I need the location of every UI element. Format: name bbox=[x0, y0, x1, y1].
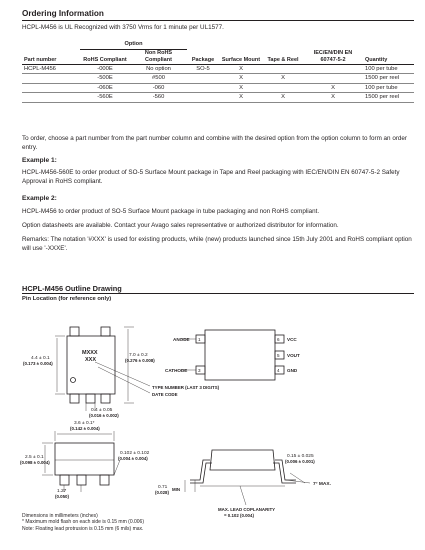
dim-body-w-in: (0.276 ± 0.008) bbox=[125, 358, 155, 363]
cell: -060 bbox=[130, 83, 187, 93]
cell bbox=[22, 74, 80, 84]
pin-diagram-body bbox=[205, 330, 275, 380]
cell: -560E bbox=[80, 93, 130, 103]
example1-title: Example 1: bbox=[22, 157, 57, 164]
cell bbox=[187, 83, 219, 93]
datasheets-note: Option datasheets are available. Contact your Avago sales representative or authorized distributor for information. bbox=[22, 222, 339, 229]
cell bbox=[22, 93, 80, 103]
max-angle: 7° MAX. bbox=[313, 482, 331, 487]
cell: HCPL-M456 bbox=[22, 64, 80, 74]
cell bbox=[303, 64, 363, 74]
section-heading-ordering: Ordering Information bbox=[22, 9, 104, 18]
remarks: Remarks: The notation '#XXX' is used for existing products, while (new) products launched since 15th July 2001 and RoHS compliant option will use '-XXXE'. bbox=[22, 236, 412, 252]
dim-standoff: 0.102 ± 0.102 bbox=[120, 451, 150, 456]
table-row bbox=[22, 74, 414, 84]
note-line: Dimensions in millimeters (inches) bbox=[22, 513, 98, 519]
ul-note: HCPL-M456 is UL Recognized with 3750 Vrms for 1 minute per UL1577. bbox=[22, 24, 224, 31]
marking-line1: MXXX bbox=[82, 350, 98, 356]
cell: -560 bbox=[130, 93, 187, 103]
drawing-notes bbox=[22, 513, 144, 532]
cell: X bbox=[303, 93, 363, 103]
cell bbox=[263, 64, 303, 74]
pin-location-title: Pin Location (for reference only) bbox=[22, 296, 112, 302]
cell bbox=[187, 74, 219, 84]
heading-rule bbox=[22, 20, 414, 21]
dim-body-w: 7.0 ± 0.2 bbox=[129, 353, 148, 358]
type-number-label: TYPE NUMBER (LAST 3 DIGITS) bbox=[152, 385, 220, 390]
col-tape-reel: Tape & Reel bbox=[263, 50, 303, 65]
cell: X bbox=[219, 74, 263, 84]
end-view-body bbox=[55, 443, 114, 475]
vcc-label: VCC bbox=[287, 337, 297, 342]
dim-standoff-in: (0.004 ± 0.004) bbox=[118, 456, 148, 461]
lead-top-1 bbox=[70, 327, 79, 336]
col-rohs: RoHS Compliant bbox=[80, 50, 130, 65]
end-view bbox=[42, 431, 120, 492]
cell: -500E bbox=[80, 74, 130, 84]
lead-bottom-2 bbox=[86, 394, 95, 403]
table-row bbox=[22, 64, 414, 74]
dim-min-in: (0.028) bbox=[155, 490, 169, 495]
col-surface-mount: Surface Mount bbox=[219, 50, 263, 65]
cell: X bbox=[263, 74, 303, 84]
dim-body-h: 4.4 ± 0.1 bbox=[31, 356, 50, 361]
cell bbox=[303, 74, 363, 84]
pin1-number: 1 bbox=[198, 337, 201, 342]
cell: No option bbox=[130, 64, 187, 74]
dim-side-h: 2.5 ± 0.1 bbox=[25, 455, 44, 460]
top-view-body bbox=[67, 336, 115, 394]
anode-label: ANODE bbox=[173, 337, 190, 342]
date-code-label: DATE CODE bbox=[152, 392, 178, 397]
cell: 1500 per reel bbox=[363, 74, 414, 84]
example2-text: HCPL-M456 to order product of SO-5 Surface Mount package in tube packaging and non RoHS compliant. bbox=[22, 208, 320, 215]
dim-pitch-in: (0.050) bbox=[55, 494, 69, 499]
cell: -060E bbox=[80, 83, 130, 93]
side-view-body bbox=[210, 450, 275, 470]
cell: -000E bbox=[80, 64, 130, 74]
cell: X bbox=[219, 93, 263, 103]
min-label: MIN bbox=[172, 487, 181, 492]
marking-line2: XXX bbox=[85, 357, 97, 363]
cell: X bbox=[219, 64, 263, 74]
col-non-rohs: Non RoHS Compliant bbox=[130, 50, 187, 65]
dim-lead: 0.4 ± 0.05 bbox=[91, 408, 113, 413]
vout-label: VOUT bbox=[287, 353, 300, 358]
dim-top-w: 3.6 ± 0.1* bbox=[74, 421, 95, 426]
cell: X bbox=[303, 83, 363, 93]
cell: 1500 per reel bbox=[363, 93, 414, 103]
outline-heading: HCPL-M456 Outline Drawing bbox=[22, 284, 122, 293]
option-header: Option bbox=[80, 41, 187, 50]
dim-pitch: 1.27 bbox=[57, 489, 67, 494]
dim-lead-thickness: 0.15 ± 0.025 bbox=[287, 454, 314, 459]
note-line: * Maximum mold flash on each side is 0.15 mm (0.006) bbox=[22, 519, 144, 526]
pin5-number: 5 bbox=[277, 353, 280, 358]
col-quantity: Quantity bbox=[363, 50, 414, 65]
lead-bottom-3 bbox=[101, 394, 110, 403]
pin3-number: 3 bbox=[198, 368, 201, 373]
lead-top-2 bbox=[101, 327, 110, 336]
outline-drawing bbox=[0, 300, 425, 520]
table-row bbox=[22, 83, 414, 93]
outline-rule bbox=[22, 293, 414, 294]
cell: 100 per tube bbox=[363, 83, 414, 93]
dim-min: 0.71 bbox=[158, 485, 168, 490]
dim-lead-in: (0.016 ± 0.002) bbox=[89, 413, 119, 418]
table-row bbox=[22, 93, 414, 103]
cathode-label: CATHODE bbox=[165, 368, 188, 373]
example2-title: Example 2: bbox=[22, 195, 57, 202]
ordering-table bbox=[22, 41, 414, 103]
lead-bottom-1 bbox=[70, 394, 79, 403]
cell: X bbox=[263, 93, 303, 103]
col-package: Package bbox=[187, 50, 219, 65]
coplanarity-line1: MAX. LEAD COPLANARITY bbox=[218, 507, 276, 512]
instructions: To order, choose a part number from the part number column and combine with the desired option from the option column to form an order entry. bbox=[22, 135, 408, 151]
cell: X bbox=[219, 83, 263, 93]
note-line: Note: Floating lead protrusion is 0.15 mm (6 mils) max. bbox=[22, 525, 144, 532]
cell bbox=[22, 83, 80, 93]
top-view bbox=[55, 327, 150, 411]
col-part-number: Part number bbox=[22, 50, 80, 65]
pin4-number: 4 bbox=[277, 368, 280, 373]
cell: #500 bbox=[130, 74, 187, 84]
dim-body-h-in: (0.173 ± 0.004) bbox=[23, 361, 53, 366]
dim-side-h-in: (0.098 ± 0.004) bbox=[20, 460, 50, 465]
cell: SO-5 bbox=[187, 64, 219, 74]
col-iec: IEC/EN/DIN EN 60747-5-2 bbox=[303, 50, 363, 65]
example1-text: HCPL-M456-560E to order product of SO-5 Surface Mount package in Tape and Reel packaging with IEC/EN/DIN EN 60747-5-2 Safety Approval in RoHS compliant. bbox=[22, 169, 400, 185]
dim-lead-thickness-in: (0.006 ± 0.001) bbox=[285, 459, 315, 464]
dim-top-w-in: (0.142 ± 0.004) bbox=[70, 426, 100, 431]
cell: 100 per tube bbox=[363, 64, 414, 74]
gnd-label: GND bbox=[287, 368, 298, 373]
cell bbox=[263, 83, 303, 93]
cell bbox=[187, 93, 219, 103]
coplanarity-line2: = 0.102 (0.004) bbox=[224, 513, 254, 518]
pin-diagram bbox=[181, 330, 284, 380]
pin6-number: 6 bbox=[277, 337, 280, 342]
